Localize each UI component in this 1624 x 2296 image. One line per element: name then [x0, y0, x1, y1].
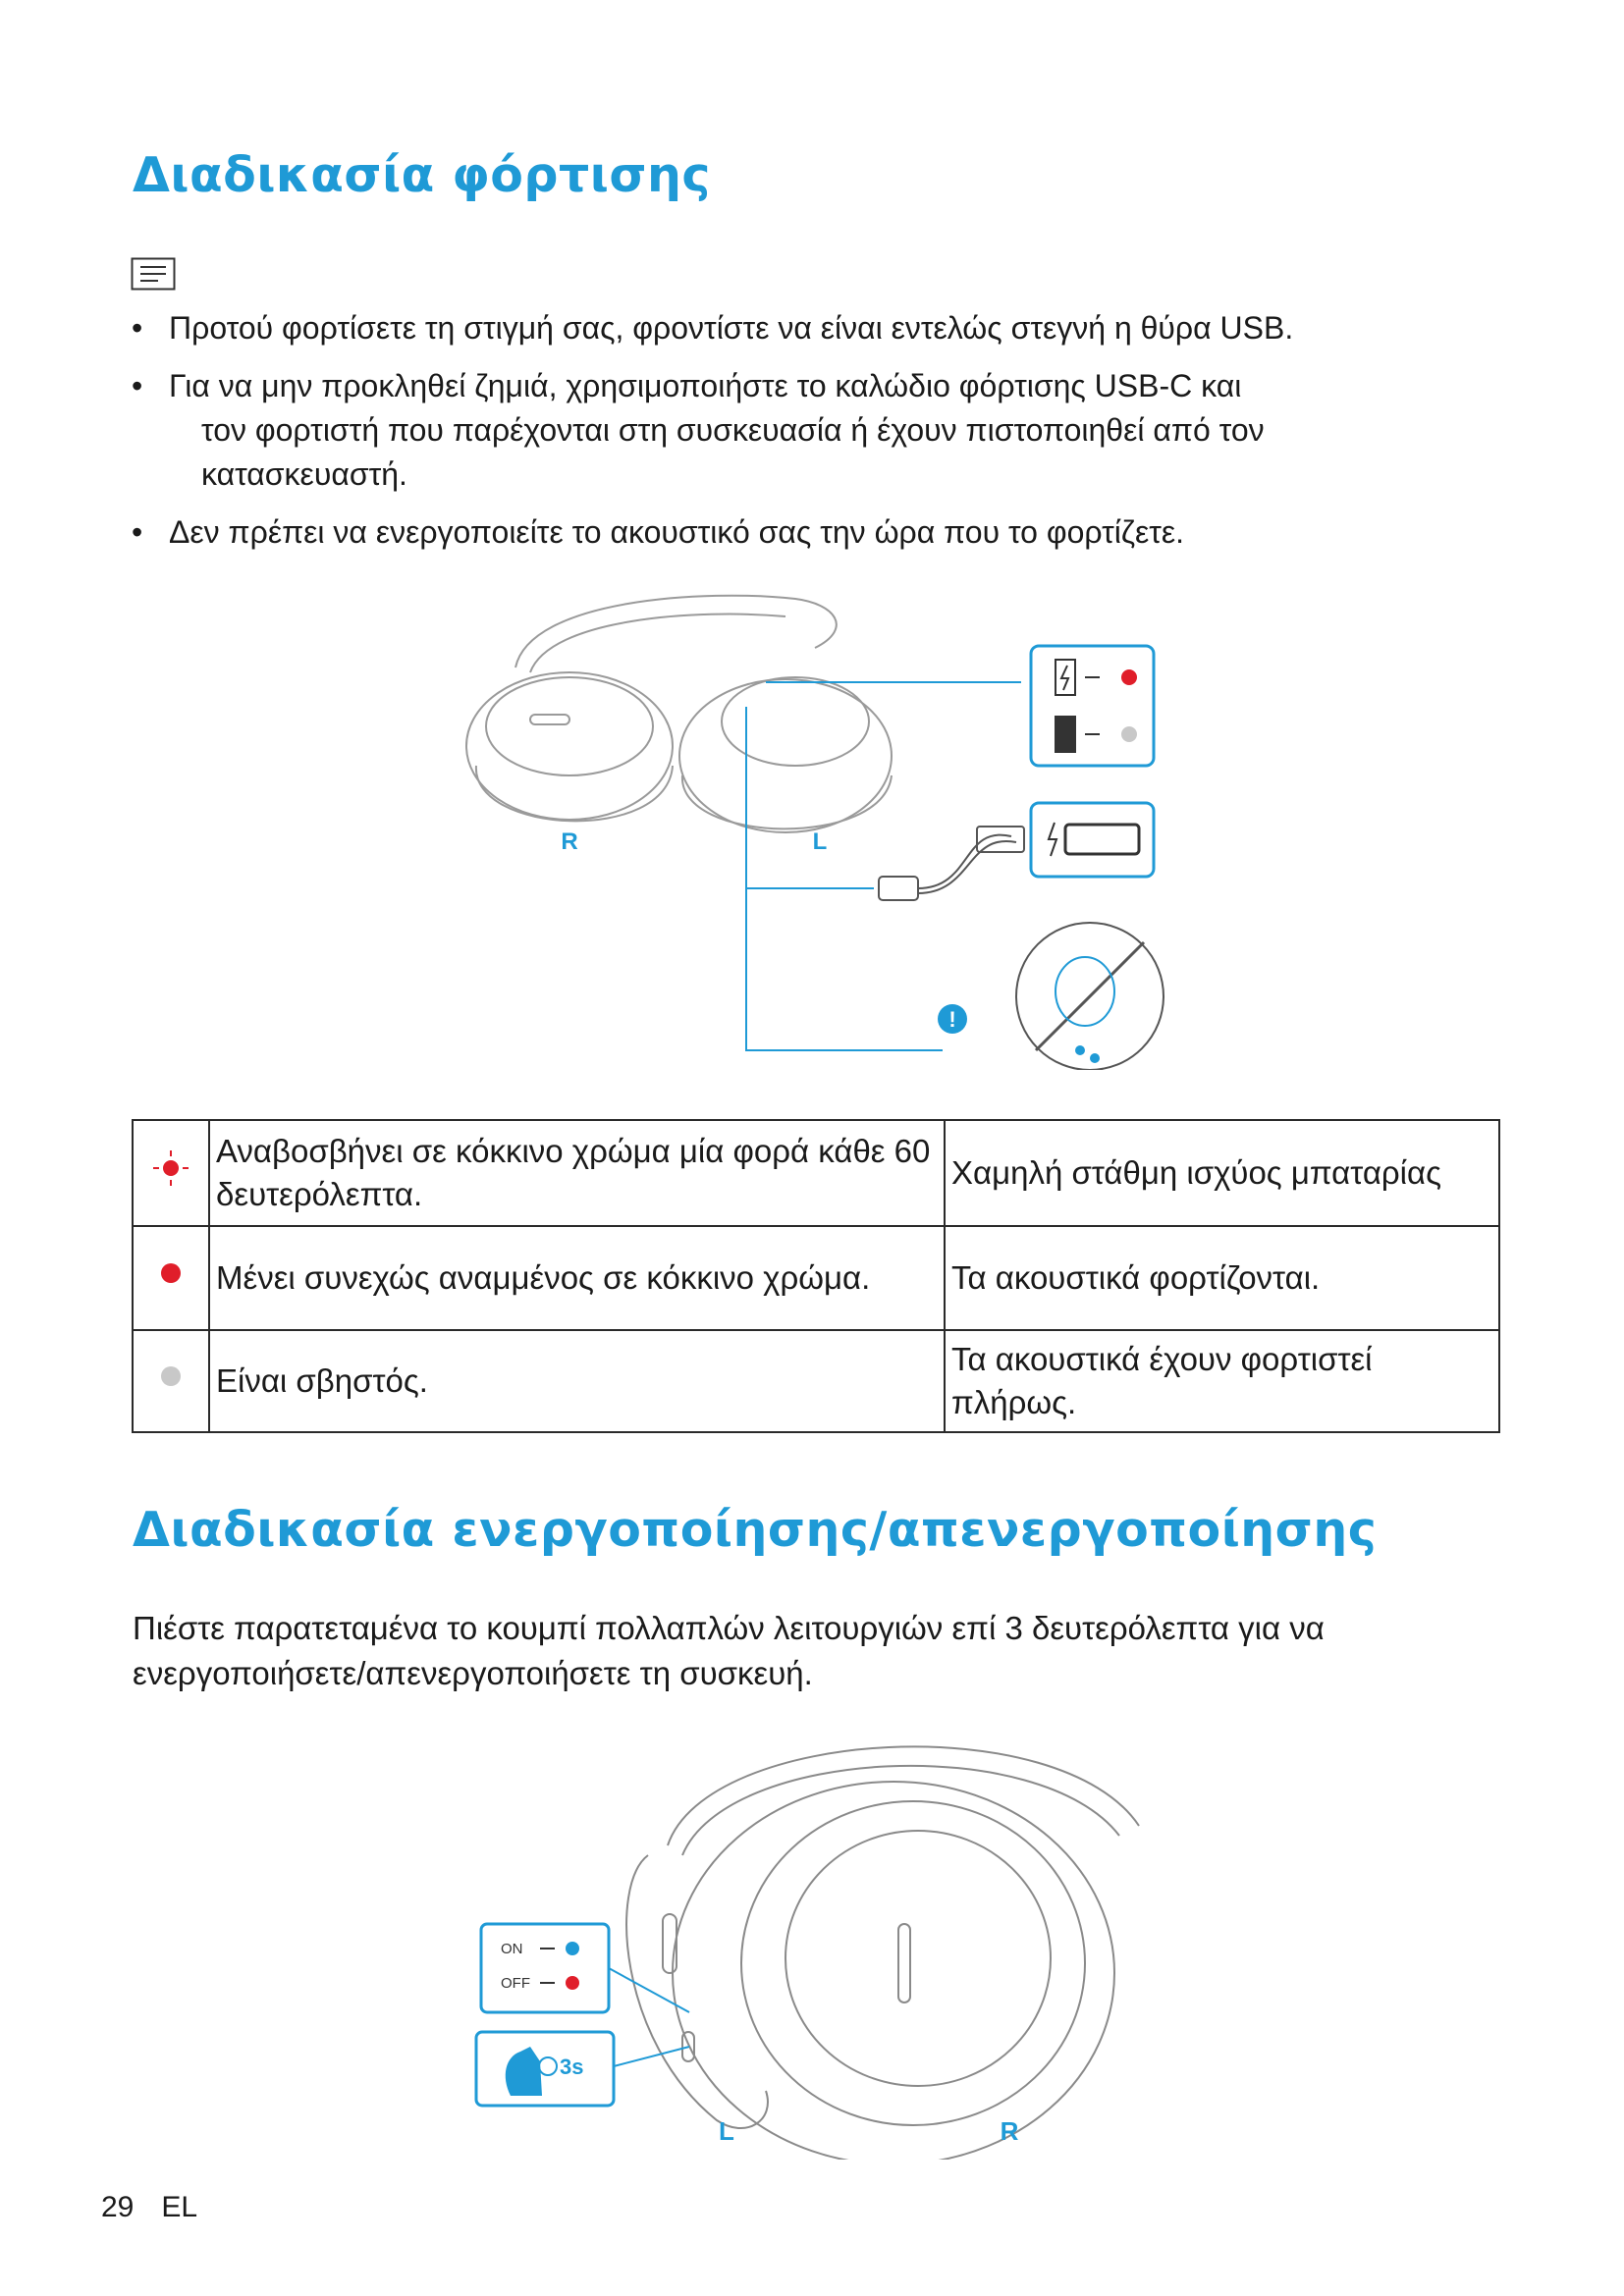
usb-port-icon	[1065, 825, 1139, 854]
battery-charging-icon	[1056, 660, 1075, 695]
note-icon	[131, 257, 176, 291]
language-code: EL	[161, 2191, 198, 2223]
figure-label-r: R	[561, 828, 578, 855]
table-row	[133, 1330, 1499, 1432]
table-row	[133, 1120, 1499, 1226]
figure-label-l: L	[812, 828, 828, 855]
power-instructions: Πιέστε παρατεταμένα το κουμπί πολλαπλών λειτουργιών επί 3 δευτερόλεπτα για να ενεργοποιήσετε/απενεργοποιήσετε τη συσκευή.	[133, 1610, 1325, 1691]
page-footer	[101, 2191, 225, 2224]
timer-icon	[539, 2057, 557, 2075]
figure-label-l: L	[719, 2116, 734, 2146]
list-item: • Δεν πρέπει να ενεργοποιείτε το ακουστικό σας την ώρα που το φορτίζετε.	[132, 514, 1185, 550]
table-cell: Τα ακουστικά έχουν φορτιστεί πλήρως.	[945, 1330, 1499, 1432]
usb-cable-icon	[879, 827, 1024, 900]
led-status-table	[132, 1119, 1500, 1433]
red-solid-icon	[133, 1226, 209, 1330]
power-illustration	[471, 1708, 1178, 2160]
charging-notes-list	[130, 306, 1524, 568]
duration-label: 3s	[560, 2055, 584, 2079]
list-item: • Για να μην προκληθεί ζημιά, χρησιμοποιήστε το καλώδιο φόρτισης USB-C και τον φορτιστή που παρέχονται στη συσκευασία ή έχουν πιστοποιηθεί από τον κατασκευαστή.	[132, 368, 1265, 492]
figure-label-r: R	[1000, 2116, 1019, 2146]
red-led-icon	[566, 1976, 579, 1990]
charging-illustration	[461, 579, 1168, 1070]
table-cell: Μένει συνεχώς αναμμένος σε κόκκινο χρώμα.	[209, 1226, 945, 1330]
svg-text:!: !	[948, 1007, 956, 1032]
table-cell: Αναβοσβήνει σε κόκκινο χρώμα μία φορά κάθε 60 δευτερόλεπτα.	[209, 1120, 945, 1226]
blue-led-icon	[566, 1942, 579, 1955]
section-title-power: Διαδικασία ενεργοποίησης/απενεργοποίησης	[133, 1502, 1378, 1558]
battery-full-icon	[1056, 717, 1075, 752]
red-led-icon	[1121, 669, 1137, 685]
table-cell: Είναι σβηστός.	[209, 1330, 945, 1432]
table-cell: Τα ακουστικά φορτίζονται.	[945, 1226, 1499, 1330]
table-cell: Χαμηλή στάθμη ισχύος μπαταρίας	[945, 1120, 1499, 1226]
lightning-icon	[1049, 823, 1056, 856]
off-label: OFF	[501, 1975, 530, 1992]
red-blink-icon	[133, 1120, 209, 1226]
grey-off-icon	[133, 1330, 209, 1432]
grey-led-icon	[1121, 726, 1137, 742]
section-title-charging: Διαδικασία φόρτισης	[133, 147, 711, 203]
page-number: 29	[101, 2191, 135, 2223]
finger-press-icon	[506, 2047, 542, 2096]
on-label: ON	[501, 1941, 523, 1957]
list-item: • Προτού φορτίσετε τη στιγμή σας, φροντίστε να είναι εντελώς στεγνή η θύρα USB.	[132, 310, 1294, 346]
table-row	[133, 1226, 1499, 1330]
